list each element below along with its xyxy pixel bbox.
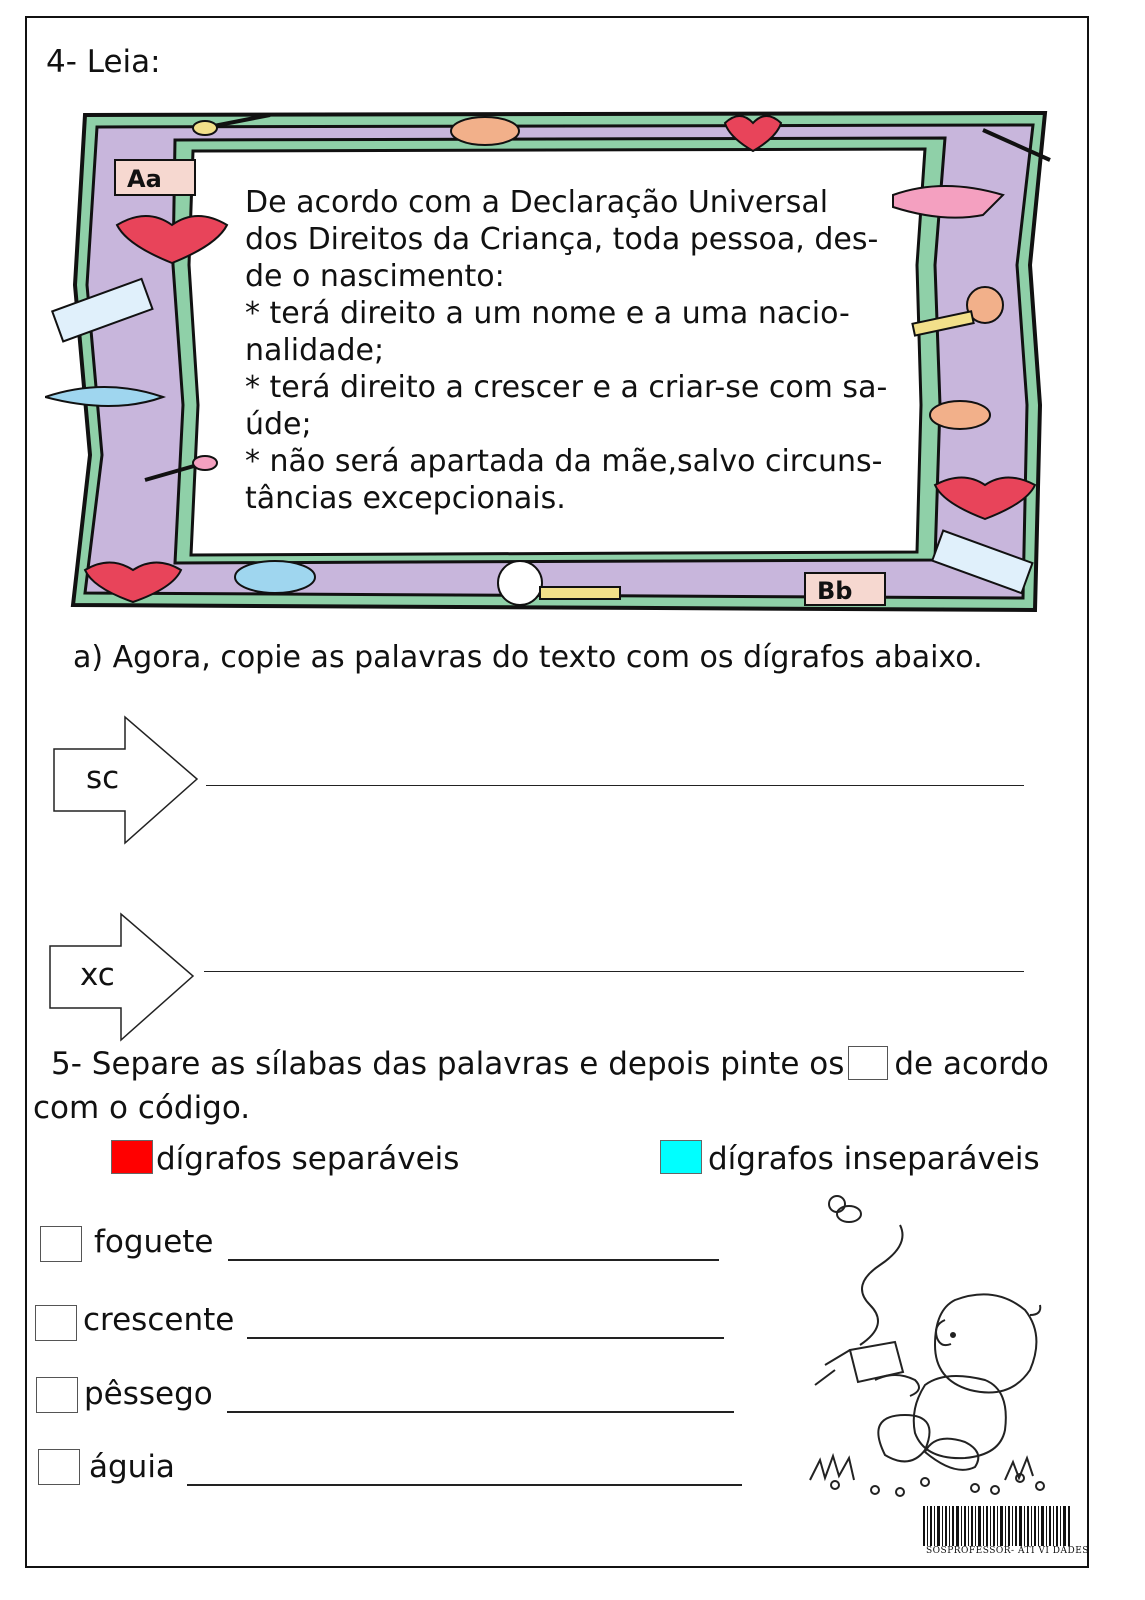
- color-box-reference: [848, 1046, 888, 1080]
- legend-swatch-red: [111, 1140, 153, 1174]
- instruction-a: a) Agora, copie as palavras do texto com os dígrafos abaixo.: [73, 640, 983, 675]
- barcode: [923, 1506, 1071, 1546]
- svg-text:Bb: Bb: [817, 577, 853, 605]
- word-checkbox-pessego[interactable]: [36, 1377, 78, 1413]
- declaration-text: [245, 184, 925, 517]
- text-line: úde;: [245, 407, 312, 442]
- digraph-label-xc: xc: [80, 957, 115, 993]
- word-checkbox-crescente[interactable]: [35, 1305, 77, 1341]
- text-line: * terá direito a um nome e a uma nacio-: [245, 296, 850, 331]
- text-line: tâncias excepcionais.: [245, 481, 566, 516]
- text-line: de o nascimento:: [245, 259, 505, 294]
- baby-illustration: [805, 1190, 1060, 1500]
- text-line: * terá direito a crescer e a criar-se com sa-: [245, 370, 888, 405]
- pacifier-icon: [235, 561, 315, 593]
- text-line: nalidade;: [245, 333, 385, 368]
- answer-line-aguia[interactable]: [187, 1484, 742, 1486]
- instruction-part2: de acordo com o código.: [33, 1046, 1049, 1126]
- legend-label-inseparable: dígrafos inseparáveis: [708, 1141, 1040, 1177]
- pacifier-icon: [451, 117, 519, 145]
- pacifier-icon: [930, 401, 990, 429]
- word-label-foguete: foguete: [94, 1224, 214, 1260]
- instruction-part1: 5- Separe as sílabas das palavras e depois pinte os: [51, 1046, 845, 1082]
- text-line: dos Direitos da Criança, toda pessoa, des-: [245, 222, 879, 257]
- answer-line-crescente[interactable]: [247, 1337, 724, 1339]
- arrow-shape-xc: [48, 912, 198, 1044]
- question-4-title: 4- Leia:: [46, 44, 161, 80]
- svg-text:Aa: Aa: [127, 165, 162, 193]
- word-label-aguia: águia: [89, 1449, 175, 1485]
- answer-line-foguete[interactable]: [228, 1259, 719, 1261]
- letter-block-icon: [805, 573, 885, 605]
- legend-label-separable: dígrafos separáveis: [156, 1141, 460, 1177]
- word-label-crescente: crescente: [83, 1302, 235, 1338]
- barcode-text: SOSPROFESSOR- ATI VI DADES: [926, 1546, 1089, 1556]
- legend-swatch-cyan: [660, 1140, 702, 1174]
- question-5-instruction: [33, 1042, 1093, 1130]
- answer-line-xc[interactable]: [204, 971, 1024, 972]
- word-checkbox-foguete[interactable]: [40, 1226, 82, 1262]
- letter-block-icon: [115, 160, 195, 195]
- arrow-shape-sc: [52, 715, 202, 847]
- word-label-pessego: pêssego: [84, 1376, 213, 1412]
- answer-line-pessego[interactable]: [227, 1411, 734, 1413]
- answer-line-sc[interactable]: [206, 785, 1024, 786]
- word-checkbox-aguia[interactable]: [38, 1449, 80, 1485]
- text-line: De acordo com a Declaração Universal: [245, 185, 829, 220]
- text-line: * não será apartada da mãe,salvo circuns-: [245, 444, 883, 479]
- digraph-label-sc: sc: [86, 760, 120, 796]
